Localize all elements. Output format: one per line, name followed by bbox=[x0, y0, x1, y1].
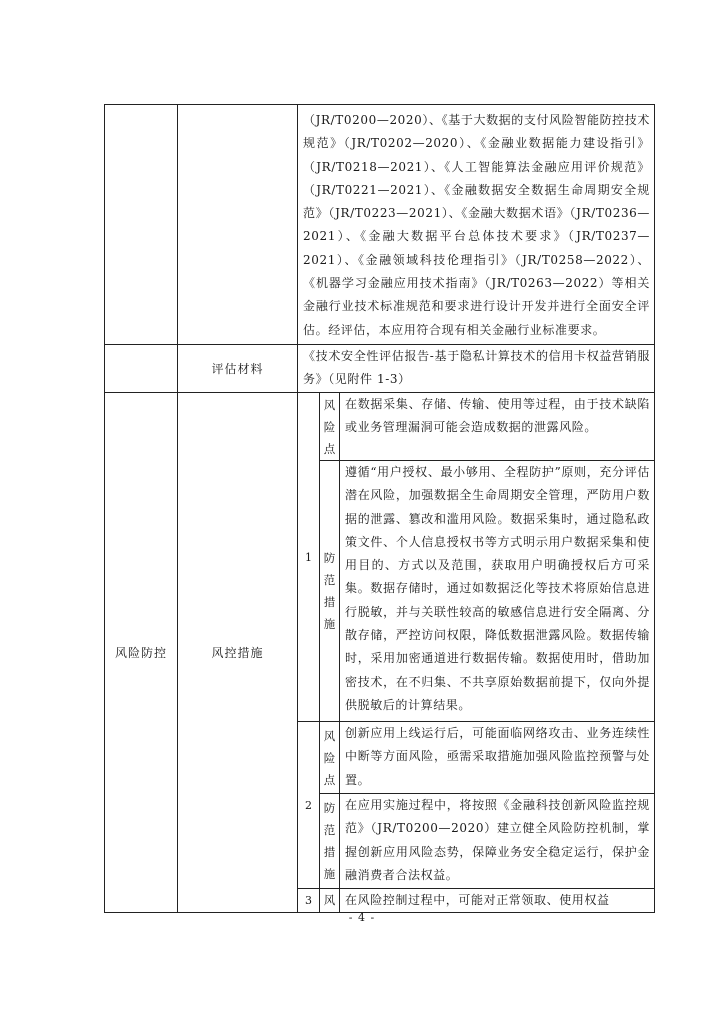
measure-label-text: 防范措施 bbox=[323, 551, 336, 631]
eval-material-text: 《技术安全性评估报告-基于隐私计算技术的信用卡权益营销服务》（见附件 1-3） bbox=[303, 349, 651, 387]
measure-text-1: 遵循“用户授权、最小够用、全程防护”原则，充分评估潜在风险，加强数据全生命周期安全管理，严防用户数据的泄露、篡改和滥用风险。数据采集时，通过隐私政策文件、个人信息授权书等方式明示用户数据采集和使用目的、方式以及范围，获取用户明确授权后方可采集。数据存储时，通过如数据泛化等技术将原始信息进行脱敏，并与关联性较高的敏感信息进行安全隔离、分散存储，严控访问权限，降低数据泄露风险。数据传输时，采用加密通道进行数据传输。数据使用时，借助加密技术，在不归集、不共享原始数据前提下，仅向外提供脱敏后的计算结果。 bbox=[345, 465, 651, 712]
risk-point-text-2: 创新应用上线运行后，可能面临网络攻击、业务连续性中断等方面风险，亟需采取措施加强风险监控预警与处置。 bbox=[345, 726, 651, 787]
risk-subcategory-label: 风控措施 bbox=[178, 393, 298, 913]
item-number-3: 3 bbox=[298, 889, 320, 913]
page-number: - 4 - bbox=[348, 911, 376, 924]
measure-text-cell-2 bbox=[340, 794, 655, 889]
standards-cell bbox=[298, 105, 655, 345]
empty-subcategory-cell bbox=[178, 105, 298, 345]
risk-point-text-cell-3 bbox=[340, 889, 655, 913]
eval-material-label: 评估材料 bbox=[178, 345, 298, 393]
risk-point-label-text: 风险点 bbox=[323, 728, 336, 787]
standards-text: （JR/T0200—2020）、《基于大数据的支付风险智能防控技术规范》（JR/T0202—2020）、《金融业数据能力建设指引》（JR/T0218—2021）、《人工智能算法金融应用评价规范》（JR/T0221—2021）、《金融数据安全数据生命周期安全规范》（JR/T0223—2021）、《金融大数据术语》（JR/T0236—2021）、《金融大数据平台总体技术要求》（JR/T0237—2021）、《金融领域科技伦理指引》（JR/T0258—2022）、《机器学习金融应用技术指南》（JR/T0263—2022）等相关金融行业技术标准规范和要求进行设计开发并进行全面安全评估。经评估，本应用符合现有相关金融行业标准要求。 bbox=[303, 113, 651, 337]
empty-category-cell bbox=[105, 105, 178, 345]
application-table bbox=[104, 104, 655, 913]
item-number-2: 2 bbox=[298, 722, 320, 889]
eval-material-cell bbox=[298, 345, 655, 393]
measure-text-cell-1 bbox=[340, 461, 655, 722]
measure-label-2 bbox=[320, 794, 340, 889]
risk-point-label-text: 风险点 bbox=[323, 397, 336, 456]
risk-point-label-3 bbox=[320, 889, 340, 913]
risk-point-text-3: 在风险控制过程中，可能对正常领取、使用权益 bbox=[345, 893, 610, 907]
risk-point-label-2 bbox=[320, 722, 340, 794]
risk-point-label-partial: 风 bbox=[323, 893, 336, 907]
risk-point-text-1: 在数据采集、存储、传输、使用等过程，由于技术缺陷或业务管理漏洞可能会造成数据的泄露风险。 bbox=[345, 397, 651, 435]
risk-category-label: 风险防控 bbox=[105, 393, 178, 913]
measure-label-text: 防范措施 bbox=[323, 801, 336, 881]
item-number-1: 1 bbox=[298, 393, 320, 722]
measure-text-2: 在应用实施过程中，将按照《金融科技创新风险监控规范》（JR/T0200—2020）建立健全风险防控机制，掌握创新应用风险态势，保障业务安全稳定运行，保护金融消费者合法权益。 bbox=[345, 798, 651, 882]
risk-point-text-cell-2 bbox=[340, 722, 655, 794]
risk-point-text-cell-1 bbox=[340, 393, 655, 461]
measure-label-1 bbox=[320, 461, 340, 722]
empty-category-cell-2 bbox=[105, 345, 178, 393]
risk-point-label-1 bbox=[320, 393, 340, 461]
